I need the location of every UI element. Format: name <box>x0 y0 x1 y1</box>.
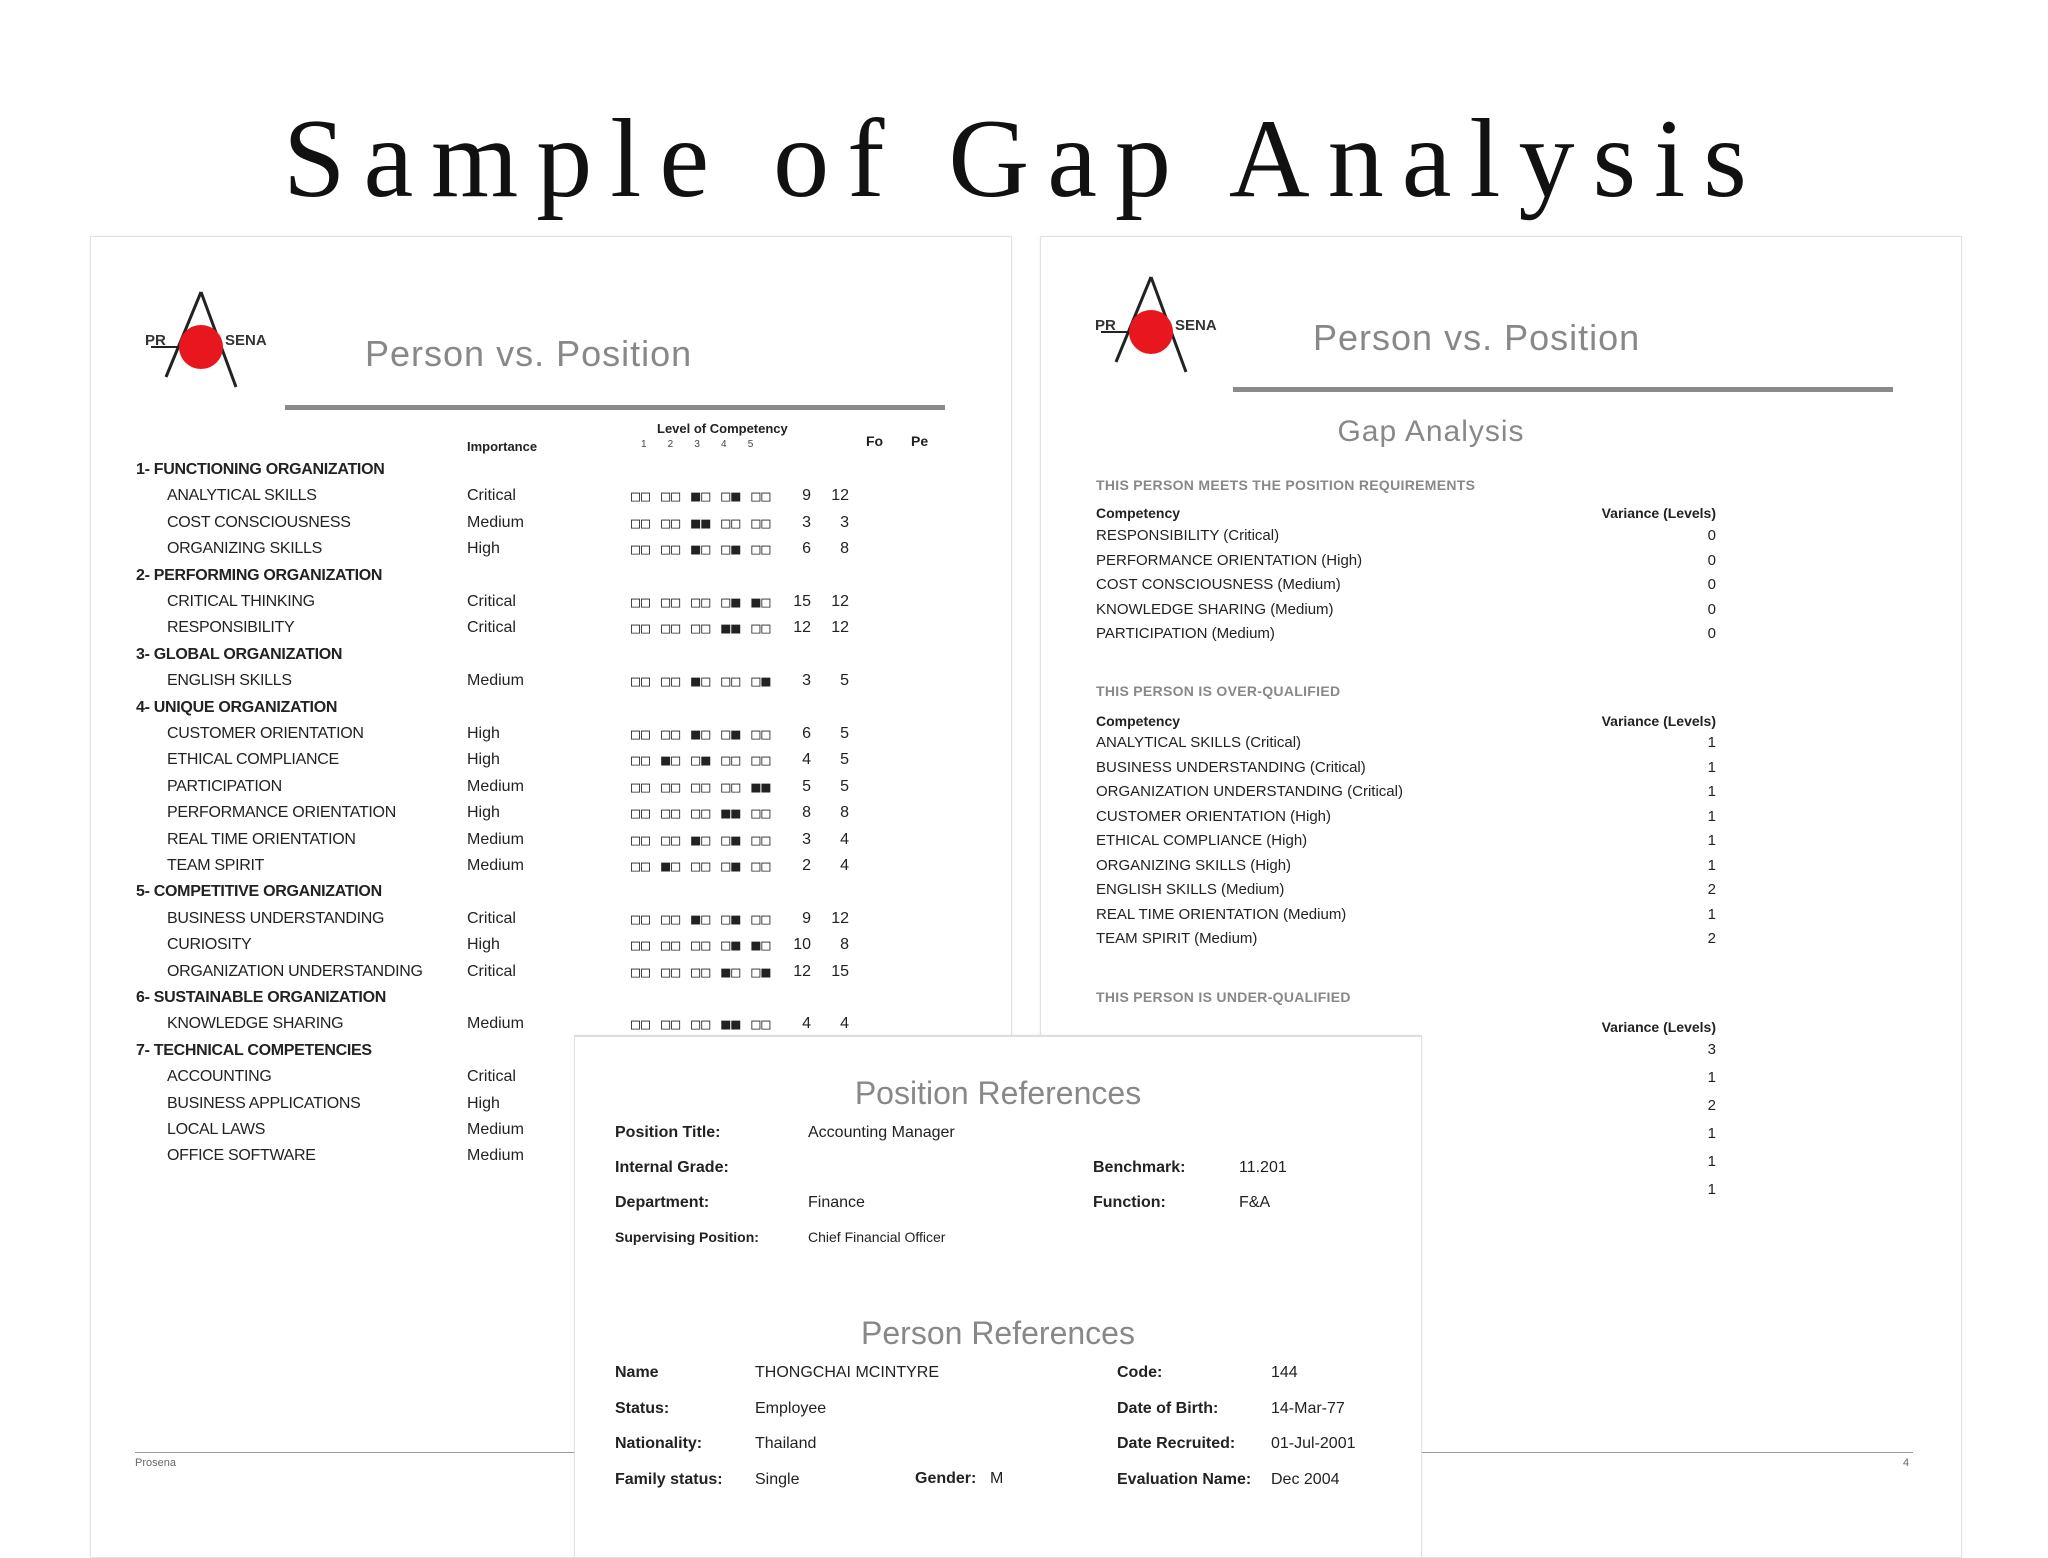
level-checkboxes: □□ □□ ■□ □■ □□ <box>631 540 772 559</box>
level-header: Level of Competency <box>657 421 788 436</box>
position-field-value: Finance <box>808 1194 865 1211</box>
competency-name: ORGANIZING SKILLS (High) <box>1096 856 1292 874</box>
importance-value: Medium <box>467 777 524 795</box>
level-checkboxes: □□ □□ □□ □■ ■□ <box>631 593 772 611</box>
meets-heading: THIS PERSON MEETS THE POSITION REQUIREMENTS <box>1096 477 1476 493</box>
person-field-value: 144 <box>1271 1364 1298 1381</box>
pe-value: 5 <box>840 777 849 795</box>
competency-row <box>91 619 1011 645</box>
importance-value: High <box>467 1094 500 1112</box>
competency-name: ANALYTICAL SKILLS (Critical) <box>1096 734 1302 751</box>
importance-value: Medium <box>467 830 524 848</box>
person-field-value: Employee <box>755 1399 827 1417</box>
section-name: 1- FUNCTIONING ORGANIZATION <box>136 461 385 478</box>
variance-value: 0 <box>1707 600 1716 618</box>
pe-value: 8 <box>840 540 849 558</box>
logo-text-right: SENA <box>1175 317 1217 334</box>
person-field-value: Dec 2004 <box>1271 1470 1340 1488</box>
competency-name: ORGANIZING SKILLS <box>167 540 322 558</box>
gap-analysis-subtitle: Gap Analysis <box>1337 415 1525 448</box>
competency-name: REAL TIME ORIENTATION <box>167 830 356 848</box>
fo-value: 4 <box>802 751 811 769</box>
person-field-label: Nationality: <box>615 1435 703 1452</box>
fo-header: Fo <box>866 433 884 449</box>
competency-row <box>91 963 1011 989</box>
competency-name: CURIOSITY <box>167 936 252 954</box>
over-row <box>1096 881 1716 903</box>
level-checkboxes: □□ □□ ■□ □□ □■ <box>631 672 772 691</box>
section-row <box>91 883 1011 909</box>
competency-row <box>91 857 1011 883</box>
variance-col: Variance (Levels) <box>1601 1019 1716 1035</box>
competency-name: KNOWLEDGE SHARING (Medium) <box>1096 600 1334 618</box>
person-field-label: Code: <box>1117 1364 1163 1381</box>
fo-value: 5 <box>802 777 811 795</box>
person-references-title: Person References <box>861 1315 1135 1351</box>
person-field-value: Thailand <box>755 1435 817 1452</box>
variance-value: 0 <box>1707 625 1716 642</box>
importance-value: Critical <box>467 487 516 505</box>
position-field-label: Internal Grade: <box>615 1159 729 1176</box>
logo-text-left: PR <box>1095 317 1116 334</box>
variance-col: Variance (Levels) <box>1601 713 1716 729</box>
pe-value: 8 <box>840 936 849 954</box>
competency-name: ETHICAL COMPLIANCE <box>167 751 339 769</box>
section-name: 5- COMPETITIVE ORGANIZATION <box>136 883 382 901</box>
variance-value: 0 <box>1707 576 1716 593</box>
logo-dot <box>179 325 223 369</box>
competency-name: COST CONSCIOUSNESS (Medium) <box>1096 576 1341 593</box>
importance-value: High <box>467 751 500 769</box>
pe-value: 5 <box>840 725 849 742</box>
fo-value: 8 <box>802 804 811 822</box>
competency-name: KNOWLEDGE SHARING <box>167 1015 344 1033</box>
competency-row <box>91 831 1011 857</box>
person-field-label: Status: <box>615 1399 670 1417</box>
position-field-label: Position Title: <box>615 1124 721 1141</box>
variance-value: 2 <box>1707 881 1716 898</box>
over-column-header <box>1096 713 1716 729</box>
references-document <box>574 1035 1422 1558</box>
position-field-label: Supervising Position: <box>615 1229 759 1245</box>
gender-label: Gender: <box>915 1470 977 1487</box>
competency-name: REAL TIME ORIENTATION (Medium) <box>1096 905 1347 923</box>
level-numbers: 1 2 3 4 5 <box>641 439 756 450</box>
fo-value: 10 <box>793 936 811 954</box>
over-row <box>1096 857 1716 879</box>
footer-text: Prosena <box>135 1457 176 1469</box>
competency-row <box>91 487 1011 513</box>
under-qualified-heading: THIS PERSON IS UNDER-QUALIFIED <box>1096 989 1351 1005</box>
importance-value: High <box>467 725 500 742</box>
level-checkboxes: □□ □□ ■■ □□ □□ <box>631 513 772 532</box>
section-row <box>91 567 1011 593</box>
competency-name: TEAM SPIRIT <box>167 857 265 874</box>
section-name: 2- PERFORMING ORGANIZATION <box>136 566 383 584</box>
gender-value: M <box>990 1470 1004 1487</box>
over-row <box>1096 808 1716 830</box>
level-checkboxes: □□ □□ ■□ □■ □□ <box>631 487 772 506</box>
competency-name: TEAM SPIRIT (Medium) <box>1096 930 1258 947</box>
section-row <box>91 461 1011 487</box>
variance-value: 1 <box>1707 1125 1716 1142</box>
fo-value: 12 <box>793 619 811 637</box>
over-row <box>1096 759 1716 781</box>
competency-name: ETHICAL COMPLIANCE (High) <box>1096 832 1308 849</box>
importance-value: Medium <box>467 1015 524 1033</box>
person-field-label: Name <box>615 1364 659 1381</box>
importance-value: Medium <box>467 672 524 690</box>
logo-text-right: SENA <box>225 332 267 349</box>
pe-value: 4 <box>840 857 849 874</box>
competency-name: OFFICE SOFTWARE <box>167 1147 316 1165</box>
competency-name: PERFORMANCE ORIENTATION <box>167 804 396 822</box>
variance-value: 1 <box>1707 832 1716 849</box>
person-field-label: Family status: <box>615 1470 723 1488</box>
competency-name: RESPONSIBILITY (Critical) <box>1096 527 1280 544</box>
competency-row <box>91 514 1011 540</box>
competency-name: PERFORMANCE ORIENTATION (High) <box>1096 551 1363 569</box>
person-field-label: Date of Birth: <box>1117 1399 1219 1417</box>
over-qualified-heading: THIS PERSON IS OVER-QUALIFIED <box>1096 683 1341 699</box>
competency-name: ANALYTICAL SKILLS <box>167 487 317 505</box>
fo-value: 6 <box>802 725 811 742</box>
competency-name: ORGANIZATION UNDERSTANDING <box>167 962 423 980</box>
importance-value: Medium <box>467 857 524 874</box>
variance-value: 0 <box>1707 527 1716 544</box>
fo-value: 12 <box>793 962 811 980</box>
competency-col: Competency <box>1096 713 1181 729</box>
competency-row <box>91 910 1011 936</box>
level-checkboxes: □□ ■□ □□ □■ □□ <box>631 857 772 875</box>
over-row <box>1096 906 1716 928</box>
variance-value: 2 <box>1707 930 1716 947</box>
fo-value: 9 <box>802 909 811 927</box>
variance-value: 1 <box>1707 734 1716 751</box>
meets-column-header <box>1096 505 1716 521</box>
competency-row <box>91 936 1011 962</box>
over-row <box>1096 783 1716 805</box>
section-name: 7- TECHNICAL COMPETENCIES <box>136 1041 372 1059</box>
fo-value: 15 <box>793 593 811 610</box>
competency-name: ORGANIZATION UNDERSTANDING (Critical) <box>1096 783 1403 800</box>
level-checkboxes: □□ □□ □□ ■■ □□ <box>631 619 772 638</box>
importance-value: Critical <box>467 909 516 927</box>
title-rule <box>1233 387 1893 392</box>
document-title: Person vs. Position <box>1313 317 1641 358</box>
variance-value: 1 <box>1707 856 1716 874</box>
importance-value: High <box>467 540 500 558</box>
competency-name: PARTICIPATION (Medium) <box>1096 625 1275 642</box>
section-name: 3- GLOBAL ORGANIZATION <box>136 645 343 663</box>
title-rule <box>285 405 945 410</box>
variance-value: 2 <box>1707 1097 1716 1114</box>
pe-value: 4 <box>840 1015 849 1033</box>
competency-name: RESPONSIBILITY <box>167 619 295 637</box>
meets-row <box>1096 576 1716 598</box>
meets-row <box>1096 601 1716 623</box>
variance-value: 1 <box>1707 783 1716 800</box>
over-row <box>1096 734 1716 756</box>
competency-row <box>91 725 1011 751</box>
function-value: F&A <box>1239 1194 1271 1211</box>
competency-name: BUSINESS APPLICATIONS <box>167 1094 361 1112</box>
importance-value: Critical <box>467 593 516 610</box>
competency-name: CUSTOMER ORIENTATION (High) <box>1096 807 1332 825</box>
importance-value: Critical <box>467 619 516 637</box>
person-field-label: Date Recruited: <box>1117 1435 1236 1452</box>
meets-row <box>1096 552 1716 574</box>
competency-name: ENGLISH SKILLS <box>167 672 292 690</box>
level-checkboxes: □□ □□ □□ □■ ■□ <box>631 936 772 955</box>
importance-value: Medium <box>467 1147 524 1165</box>
section-row <box>91 699 1011 725</box>
pe-value: 12 <box>831 487 849 505</box>
competency-name: BUSINESS UNDERSTANDING (Critical) <box>1096 758 1366 776</box>
level-checkboxes: □□ ■□ □■ □□ □□ <box>631 751 772 770</box>
fo-value: 3 <box>802 672 811 690</box>
position-references-title: Position References <box>854 1075 1142 1111</box>
person-field-value: 14-Mar-77 <box>1271 1399 1345 1417</box>
person-field-label: Evaluation Name: <box>1117 1470 1252 1488</box>
function-label: Function: <box>1093 1194 1166 1211</box>
pe-value: 12 <box>831 909 849 927</box>
section-row <box>91 989 1011 1015</box>
fo-value: 3 <box>802 513 811 531</box>
meets-row <box>1096 625 1716 647</box>
pe-value: 4 <box>840 830 849 848</box>
competency-row <box>91 751 1011 777</box>
level-checkboxes: □□ □□ □□ ■■ □□ <box>631 804 772 823</box>
pe-value: 8 <box>840 804 849 822</box>
benchmark-value: 11.201 <box>1239 1159 1287 1176</box>
logo-text-left: PR <box>145 332 166 349</box>
variance-value: 1 <box>1707 1069 1716 1086</box>
fo-value: 6 <box>802 540 811 558</box>
pe-value: 12 <box>831 593 849 610</box>
pe-value: 12 <box>831 619 849 637</box>
level-checkboxes: □□ □□ □□ ■□ □■ <box>631 962 772 981</box>
pe-value: 5 <box>840 672 849 690</box>
fo-value: 2 <box>802 857 811 874</box>
level-checkboxes: □□ □□ □□ □□ ■■ <box>631 777 772 796</box>
variance-value: 0 <box>1707 551 1716 569</box>
variance-value: 1 <box>1707 905 1716 923</box>
person-field-value: Single <box>755 1470 800 1488</box>
competency-name: PARTICIPATION <box>167 777 282 795</box>
page-number: 4 <box>1903 1457 1910 1469</box>
competency-name: CRITICAL THINKING <box>167 593 315 610</box>
pe-value: 5 <box>840 751 849 769</box>
section-name: 6- SUSTAINABLE ORGANIZATION <box>136 989 386 1006</box>
competency-row <box>91 593 1011 619</box>
over-row <box>1096 832 1716 854</box>
level-checkboxes: □□ □□ ■□ □■ □□ <box>631 909 772 928</box>
level-checkboxes: □□ □□ ■□ □■ □□ <box>631 830 772 849</box>
importance-value: High <box>467 936 500 954</box>
section-name: 4- UNIQUE ORGANIZATION <box>136 698 338 716</box>
competency-name: ENGLISH SKILLS (Medium) <box>1096 881 1285 898</box>
competency-name: COST CONSCIOUSNESS <box>167 513 351 531</box>
competency-row <box>91 540 1011 566</box>
prosena-logo <box>141 287 281 397</box>
variance-value: 3 <box>1707 1041 1716 1058</box>
importance-header: Importance <box>467 439 538 454</box>
position-field-label: Department: <box>615 1194 710 1211</box>
competency-col: Competency <box>1096 505 1181 521</box>
benchmark-label: Benchmark: <box>1093 1159 1186 1176</box>
variance-col: Variance (Levels) <box>1601 505 1716 521</box>
fo-value: 4 <box>802 1015 811 1033</box>
meets-row <box>1096 527 1716 549</box>
variance-value: 1 <box>1707 807 1716 825</box>
person-field-value: 01-Jul-2001 <box>1271 1435 1356 1452</box>
pe-value: 3 <box>840 513 849 531</box>
level-checkboxes: □□ □□ □□ ■■ □□ <box>631 1015 772 1034</box>
over-row <box>1096 930 1716 952</box>
person-field-value: THONGCHAI MCINTYRE <box>755 1364 939 1381</box>
pe-value: 15 <box>831 962 849 980</box>
prosena-logo <box>1091 272 1231 382</box>
variance-value: 1 <box>1707 1153 1716 1170</box>
competency-name: CUSTOMER ORIENTATION <box>167 725 364 742</box>
competency-row <box>91 778 1011 804</box>
competency-row <box>91 804 1011 830</box>
logo-dot <box>1129 310 1173 354</box>
fo-value: 9 <box>802 487 811 505</box>
position-field-value: Accounting Manager <box>808 1124 955 1141</box>
competency-row <box>91 672 1011 698</box>
level-checkboxes: □□ □□ ■□ □■ □□ <box>631 725 772 743</box>
importance-value: Medium <box>467 513 524 531</box>
variance-value: 1 <box>1707 1181 1716 1198</box>
competency-name: LOCAL LAWS <box>167 1121 266 1138</box>
document-title: Person vs. Position <box>365 333 693 374</box>
importance-value: Critical <box>467 1068 516 1086</box>
fo-value: 3 <box>802 830 811 848</box>
importance-value: Medium <box>467 1121 524 1138</box>
pe-header: Pe <box>911 433 929 449</box>
competency-name: ACCOUNTING <box>167 1068 272 1086</box>
section-row <box>91 646 1011 672</box>
competency-name: BUSINESS UNDERSTANDING <box>167 909 385 927</box>
importance-value: High <box>467 804 500 822</box>
variance-value: 1 <box>1707 758 1716 776</box>
importance-value: Critical <box>467 962 516 980</box>
position-field-value: Chief Financial Officer <box>808 1229 946 1245</box>
slide-title: Sample of Gap Analysis <box>283 97 1765 221</box>
